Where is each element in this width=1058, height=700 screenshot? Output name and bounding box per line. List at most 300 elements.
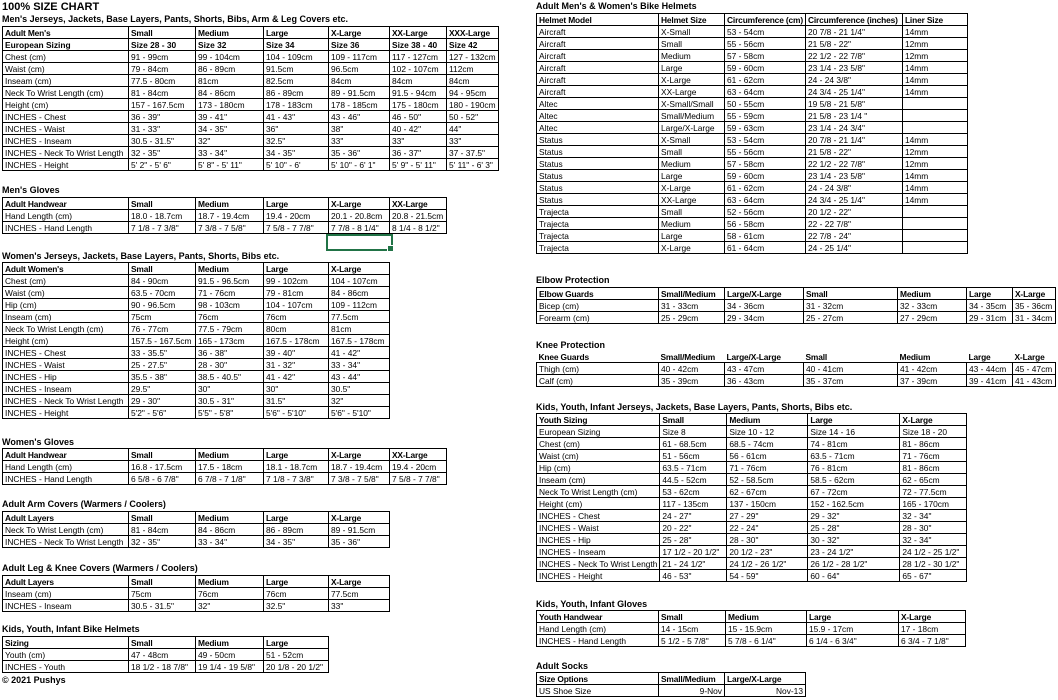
table-cell: 31.5" xyxy=(264,395,329,407)
table-cell: 20 1/8 - 20 1/2" xyxy=(264,661,329,673)
table-cell: 5 7/8 - 6 1/4" xyxy=(726,635,807,647)
table-cell: 21 5/8 - 22" xyxy=(805,146,902,158)
header-row xyxy=(537,14,968,26)
table-cell: 74 - 81cm xyxy=(808,438,900,450)
mens-section-label: Men's Jerseys, Jackets, Base Layers, Pants, Shorts, Bibs, Arm & Leg Covers etc. xyxy=(2,14,348,24)
column-header: Large xyxy=(264,637,329,649)
table-cell: 5' 2" - 5' 6" xyxy=(129,159,196,171)
column-header: Large xyxy=(264,198,329,210)
table-cell xyxy=(902,110,967,122)
table-cell: 63.5 - 70cm xyxy=(129,287,196,299)
table-cell: 32 - 35" xyxy=(129,536,196,548)
row-label: Forearm (cm) xyxy=(537,312,659,324)
table-cell: 84 - 86cm xyxy=(329,287,390,299)
table-cell: Size 18 - 20 xyxy=(900,426,967,438)
womens-jerseys-table xyxy=(2,262,390,419)
table-row xyxy=(537,363,1056,375)
table-cell: 77.5cm xyxy=(329,588,390,600)
table-cell: 84 - 90cm xyxy=(129,275,196,287)
column-header: X-Large xyxy=(1013,288,1056,300)
table-cell: 21 5/8 - 22" xyxy=(805,38,902,50)
table-cell: 36" xyxy=(264,123,329,135)
row-label: Inseam (cm) xyxy=(3,75,129,87)
table-cell: 63 - 64cm xyxy=(725,194,806,206)
table-row xyxy=(537,146,968,158)
column-header: Elbow Guards xyxy=(537,288,659,300)
table-cell: 40 - 42cm xyxy=(659,363,725,375)
table-row xyxy=(3,649,329,661)
table-cell: 76cm xyxy=(196,588,264,600)
table-row xyxy=(3,222,447,234)
table-cell: 75cm xyxy=(129,311,196,323)
table-cell: 19 5/8 - 21 5/8" xyxy=(805,98,902,110)
row-label: Status xyxy=(537,182,659,194)
table-cell: 71 - 76cm xyxy=(196,287,264,299)
row-label: Chest (cm) xyxy=(3,51,129,63)
table-row xyxy=(3,347,390,359)
row-label: European Sizing xyxy=(537,426,660,438)
table-cell: 22 - 24" xyxy=(727,522,808,534)
row-label: Hand Length (cm) xyxy=(3,210,129,222)
table-cell: 39 - 40" xyxy=(264,347,329,359)
table-row xyxy=(3,395,390,407)
column-header: Helmet Size xyxy=(659,14,725,26)
row-label: Status xyxy=(537,146,659,158)
row-label: INCHES - Hand Length xyxy=(3,222,129,234)
kids-helmets-label: Kids, Youth, Infant Bike Helmets xyxy=(2,624,140,634)
table-cell: Small xyxy=(659,38,725,50)
table-cell: 30.5 - 31.5" xyxy=(129,135,196,147)
header-row xyxy=(3,637,329,649)
adult-socks-table xyxy=(536,672,806,697)
row-label: Aircraft xyxy=(537,74,659,86)
table-cell: 20 7/8 - 21 1/4" xyxy=(805,134,902,146)
header-row xyxy=(537,414,967,426)
table-row xyxy=(3,287,390,299)
table-row xyxy=(3,536,390,548)
table-row xyxy=(537,685,806,697)
column-header: Large xyxy=(264,263,329,275)
table-cell: 89 - 91.5cm xyxy=(329,87,390,99)
adult-helmets-title: Adult Men's & Women's Bike Helmets xyxy=(536,1,697,11)
table-cell: 9-Nov xyxy=(659,685,725,697)
arm-covers-label: Adult Arm Covers (Warmers / Coolers) xyxy=(2,499,166,509)
table-cell: 84cm xyxy=(447,75,499,87)
column-header: Small xyxy=(804,288,898,300)
table-cell: 178 - 185cm xyxy=(329,99,390,111)
table-cell: 84cm xyxy=(390,75,447,87)
table-row xyxy=(537,462,967,474)
header-row xyxy=(537,288,1056,300)
row-label: Neck To Wrist Length (cm) xyxy=(3,87,129,99)
table-cell: 33" xyxy=(329,135,390,147)
table-row xyxy=(537,50,968,62)
column-header: Small/Medium xyxy=(659,673,725,685)
header-row xyxy=(3,198,447,210)
table-row xyxy=(537,230,968,242)
adult-socks-label: Adult Socks xyxy=(536,661,589,671)
table-cell: 19.4 - 20cm xyxy=(390,461,447,473)
table-cell: 35 - 36" xyxy=(329,536,390,548)
table-cell: XX-Large xyxy=(659,86,725,98)
column-header: Small xyxy=(805,351,828,362)
table-cell: 23 1/4 - 23 5/8" xyxy=(805,170,902,182)
table-cell: 5'6" - 5'10" xyxy=(264,407,329,419)
table-cell: 55 - 56cm xyxy=(725,38,806,50)
table-row xyxy=(537,438,967,450)
table-cell: 91.5 - 96.5cm xyxy=(196,275,264,287)
column-header: Small xyxy=(129,576,196,588)
column-header: Small xyxy=(129,449,196,461)
table-cell: 14mm xyxy=(902,62,967,74)
table-cell: 75cm xyxy=(129,588,196,600)
table-row xyxy=(537,486,967,498)
table-cell: 33 - 35.5" xyxy=(129,347,196,359)
table-cell: 20 7/8 - 21 1/4" xyxy=(805,26,902,38)
row-label: Trajecta xyxy=(537,218,659,230)
table-cell: 55 - 56cm xyxy=(725,146,806,158)
table-cell: 36 - 43cm xyxy=(725,375,804,387)
table-row xyxy=(3,323,390,335)
table-row xyxy=(537,110,968,122)
table-cell: 61 - 64cm xyxy=(725,242,806,254)
table-row xyxy=(3,407,390,419)
table-cell: 58.5 - 62cm xyxy=(808,474,900,486)
table-cell: 65 - 67" xyxy=(900,570,967,582)
table-cell: 20.1 - 20.8cm xyxy=(329,210,390,222)
table-cell: 22 1/2 - 22 7/8" xyxy=(805,50,902,62)
table-cell xyxy=(902,230,967,242)
knee-guards-table xyxy=(536,351,1056,387)
row-label: INCHES - Waist xyxy=(537,522,660,534)
table-cell: 7 5/8 - 7 7/8" xyxy=(390,473,447,485)
table-row xyxy=(3,99,499,111)
table-row xyxy=(537,623,966,635)
elbow-guards-table xyxy=(536,287,1056,324)
table-cell: 26 1/2 - 28 1/2" xyxy=(808,558,900,570)
table-cell: 22 - 22 7/8" xyxy=(805,218,902,230)
womens-section-label: Women's Jerseys, Jackets, Base Layers, Pants, Shorts, Bibs etc. xyxy=(2,251,280,261)
row-label: Aircraft xyxy=(537,62,659,74)
table-cell: 63.5 - 71cm xyxy=(808,450,900,462)
table-cell: 7 7/8 - 8 1/4" xyxy=(329,222,390,234)
table-cell: 28 1/2 - 30 1/2" xyxy=(900,558,967,570)
row-label: INCHES - Chest xyxy=(3,347,129,359)
table-cell: 157 - 167.5cm xyxy=(129,99,196,111)
womens-gloves-table xyxy=(2,448,447,485)
selected-cell[interactable] xyxy=(326,234,393,251)
womens-gloves-label: Women's Gloves xyxy=(2,437,74,447)
row-label: Neck To Wrist Length (cm) xyxy=(3,323,129,335)
table-cell: 84 - 86cm xyxy=(196,524,264,536)
table-row xyxy=(537,242,968,254)
table-cell: 91.5 - 94cm xyxy=(390,87,447,99)
table-cell xyxy=(902,206,967,218)
table-cell: 55 - 59cm xyxy=(725,110,806,122)
table-cell: 84cm xyxy=(329,75,390,87)
row-label: Height (cm) xyxy=(537,498,660,510)
table-cell: 76 - 77cm xyxy=(129,323,196,335)
table-cell: 32 - 34" xyxy=(900,534,967,546)
table-cell: Large/X-Large xyxy=(659,122,725,134)
table-cell: 5' 11" - 6' 3" xyxy=(447,159,499,171)
fill-handle-icon[interactable] xyxy=(387,245,394,252)
table-cell: 34 - 35" xyxy=(196,123,264,135)
table-row xyxy=(3,123,499,135)
table-cell: 5' 8" - 5' 11" xyxy=(196,159,264,171)
table-cell: 7 1/8 - 7 3/8" xyxy=(129,222,196,234)
table-cell: 17.5 - 18cm xyxy=(196,461,264,473)
table-row xyxy=(537,570,967,582)
table-cell: 175 - 180cm xyxy=(390,99,447,111)
table-cell: 18.1 - 18.7cm xyxy=(264,461,329,473)
youth-jerseys-label: Kids, Youth, Infant Jerseys, Jackets, Base Layers, Pants, Shorts, Bibs etc. xyxy=(536,402,853,412)
table-cell: 54 - 59" xyxy=(727,570,808,582)
table-cell xyxy=(902,122,967,134)
table-row xyxy=(537,474,967,486)
table-cell: 30.5 - 31.5" xyxy=(129,600,196,612)
table-cell: 14 - 15cm xyxy=(659,623,726,635)
row-label: INCHES - Neck To Wrist Length xyxy=(537,558,660,570)
table-row xyxy=(537,558,967,570)
table-cell: 165 - 170cm xyxy=(900,498,967,510)
column-header: Large/X-Large xyxy=(725,673,806,685)
column-header: Medium xyxy=(196,512,264,524)
column-header: XXX-Large xyxy=(447,27,499,39)
table-cell: 39 - 41cm xyxy=(967,375,1013,387)
table-cell: 56 - 61cm xyxy=(727,450,808,462)
table-cell: 22 7/8 - 24" xyxy=(805,230,902,242)
table-cell: 86 - 89cm xyxy=(264,524,329,536)
column-header: Large xyxy=(264,512,329,524)
table-row xyxy=(3,39,499,51)
adult-helmets-table xyxy=(536,13,968,254)
table-cell: 31 - 33" xyxy=(129,123,196,135)
table-cell: Nov-13 xyxy=(725,685,806,697)
table-row xyxy=(3,135,499,147)
table-cell: 51 - 56cm xyxy=(660,450,727,462)
table-row xyxy=(3,661,329,673)
table-row xyxy=(537,38,968,50)
table-cell: 17 1/2 - 20 1/2" xyxy=(660,546,727,558)
table-row xyxy=(3,87,499,99)
table-cell: 23 1/4 - 24 3/4" xyxy=(805,122,902,134)
table-cell: 45 - 47cm xyxy=(1013,363,1056,375)
header-row xyxy=(537,673,806,685)
row-label: INCHES - Hand Length xyxy=(537,635,659,647)
table-cell: 23 - 24 1/2" xyxy=(808,546,900,558)
column-header: Small/Medium xyxy=(659,288,725,300)
column-header: X-Large xyxy=(329,512,390,524)
table-cell: 104 - 107cm xyxy=(329,275,390,287)
row-label: Status xyxy=(537,170,659,182)
table-cell: X-Small/Small xyxy=(659,98,725,110)
youth-jerseys-table xyxy=(536,413,967,582)
table-cell: 76cm xyxy=(196,311,264,323)
row-label: Trajecta xyxy=(537,230,659,242)
table-cell: 41 - 42cm xyxy=(898,363,967,375)
table-cell: 56 - 58cm xyxy=(725,218,806,230)
table-row xyxy=(537,74,968,86)
table-cell: X-Large xyxy=(659,242,725,254)
column-header: Medium xyxy=(726,611,807,623)
table-cell: 99 - 102cm xyxy=(264,275,329,287)
column-header: Small xyxy=(129,637,196,649)
table-row xyxy=(3,473,447,485)
table-cell: 28 - 30" xyxy=(196,359,264,371)
header-row xyxy=(3,512,390,524)
column-header: X-Large xyxy=(329,576,390,588)
table-cell: 71 - 76cm xyxy=(727,462,808,474)
table-row xyxy=(3,75,499,87)
table-cell: 90 - 96.5cm xyxy=(129,299,196,311)
column-header: X-Large xyxy=(1014,351,1045,362)
table-cell: 99 - 104cm xyxy=(196,51,264,63)
table-row xyxy=(537,450,967,462)
table-cell: 117 - 135cm xyxy=(660,498,727,510)
table-cell: 59 - 63cm xyxy=(725,122,806,134)
table-row xyxy=(3,359,390,371)
table-cell: 35 - 36" xyxy=(329,147,390,159)
table-cell: Size 38 - 40 xyxy=(390,39,447,51)
table-cell: 38" xyxy=(329,123,390,135)
table-cell: 32 - 35" xyxy=(129,147,196,159)
table-row xyxy=(537,312,1056,324)
column-header: Small xyxy=(659,611,726,623)
table-cell: 36 - 37" xyxy=(390,147,447,159)
row-label: Status xyxy=(537,194,659,206)
row-label: INCHES - Hip xyxy=(537,534,660,546)
mens-jerseys-table xyxy=(2,26,499,171)
table-row xyxy=(537,206,968,218)
table-cell: 5' 9" - 5' 11" xyxy=(390,159,447,171)
table-cell: 52 - 56cm xyxy=(725,206,806,218)
row-label: INCHES - Hand Length xyxy=(3,473,129,485)
row-label: INCHES - Neck To Wrist Length xyxy=(3,147,129,159)
table-row xyxy=(537,86,968,98)
table-row xyxy=(3,600,390,612)
table-cell: 14mm xyxy=(902,170,967,182)
table-cell: 60 - 64" xyxy=(808,570,900,582)
column-header: Large/X-Large xyxy=(726,351,781,362)
header-row xyxy=(3,263,390,275)
row-label: Hip (cm) xyxy=(3,299,129,311)
column-header: X-Large xyxy=(329,263,390,275)
table-cell: 32" xyxy=(196,600,264,612)
column-header: Helmet Model xyxy=(537,14,659,26)
table-cell: 14mm xyxy=(902,74,967,86)
table-cell: 98 - 103cm xyxy=(196,299,264,311)
column-header: Small xyxy=(660,414,727,426)
table-cell: 96.5cm xyxy=(329,63,390,75)
table-cell: Size 14 - 16 xyxy=(808,426,900,438)
table-cell: 61 - 62cm xyxy=(725,182,806,194)
table-cell: 50 - 55cm xyxy=(725,98,806,110)
row-label: INCHES - Chest xyxy=(3,111,129,123)
table-cell: 52 - 58.5cm xyxy=(727,474,808,486)
table-cell: 50 - 52" xyxy=(447,111,499,123)
table-cell: 24 - 24 3/8" xyxy=(805,182,902,194)
table-cell: 33" xyxy=(329,600,390,612)
column-header: Adult Layers xyxy=(3,512,129,524)
table-cell: 57 - 58cm xyxy=(725,158,806,170)
table-cell xyxy=(902,242,967,254)
table-cell: 32 - 33cm xyxy=(898,300,967,312)
table-cell: 18.7 - 19.4cm xyxy=(196,210,264,222)
row-label: Inseam (cm) xyxy=(537,474,660,486)
row-label: INCHES - Waist xyxy=(3,123,129,135)
row-label: Youth (cm) xyxy=(3,649,129,661)
table-cell: 86 - 89cm xyxy=(264,87,329,99)
table-cell: 79 - 84cm xyxy=(129,63,196,75)
table-row xyxy=(537,62,968,74)
table-cell: 104 - 109cm xyxy=(264,51,329,63)
table-cell: Size 28 - 30 xyxy=(129,39,196,51)
table-cell: 24 1/2 - 25 1/2" xyxy=(900,546,967,558)
column-header: Medium xyxy=(196,449,264,461)
row-label: INCHES - Neck To Wrist Length xyxy=(3,395,129,407)
table-cell: 30.5" xyxy=(329,383,390,395)
table-cell: 57 - 58cm xyxy=(725,50,806,62)
column-header: Adult Men's xyxy=(3,27,129,39)
table-cell: 41 - 42" xyxy=(264,371,329,383)
column-header: Medium xyxy=(899,351,931,362)
table-cell: 62 - 65cm xyxy=(900,474,967,486)
column-header: Adult Handwear xyxy=(3,198,129,210)
table-cell: Small xyxy=(659,206,725,218)
row-label: Waist (cm) xyxy=(3,287,129,299)
table-cell: 53 - 54cm xyxy=(725,26,806,38)
row-label: Waist (cm) xyxy=(537,450,660,462)
table-cell: 14mm xyxy=(902,182,967,194)
table-cell: 77.5cm xyxy=(329,311,390,323)
table-cell: XX-Large xyxy=(659,194,725,206)
row-label: INCHES - Height xyxy=(3,159,129,171)
table-cell: 104 - 107cm xyxy=(264,299,329,311)
table-row xyxy=(537,300,1056,312)
row-label: INCHES - Inseam xyxy=(3,383,129,395)
table-cell: 91 - 99cm xyxy=(129,51,196,63)
table-cell: 25 - 28" xyxy=(808,522,900,534)
table-cell: 25 - 28" xyxy=(660,534,727,546)
column-header: Large xyxy=(264,27,329,39)
column-header: Circumference (inches) xyxy=(805,14,902,26)
table-cell: 59 - 60cm xyxy=(725,62,806,74)
column-header: Size Options xyxy=(537,673,659,685)
table-cell: 43 - 47cm xyxy=(725,363,804,375)
row-label: Status xyxy=(537,158,659,170)
column-header: Small/Medium xyxy=(660,351,716,362)
table-row xyxy=(537,122,968,134)
table-cell: Size 8 xyxy=(660,426,727,438)
table-row xyxy=(3,51,499,63)
table-cell: 31 - 34cm xyxy=(1013,312,1056,324)
table-cell: 32 - 34" xyxy=(900,510,967,522)
table-cell: 25 - 27cm xyxy=(804,312,898,324)
column-header: Adult Handwear xyxy=(3,449,129,461)
table-row xyxy=(537,522,967,534)
table-cell: 62 - 67cm xyxy=(727,486,808,498)
table-cell: 41 - 42" xyxy=(329,347,390,359)
table-cell: 34 - 35cm xyxy=(967,300,1013,312)
table-cell: 173 - 180cm xyxy=(196,99,264,111)
row-label: INCHES - Inseam xyxy=(3,600,129,612)
column-header: Medium xyxy=(196,263,264,275)
table-cell: 24 - 27" xyxy=(660,510,727,522)
row-label: Trajecta xyxy=(537,242,659,254)
table-cell: 81 - 86cm xyxy=(900,462,967,474)
table-cell: 32" xyxy=(329,395,390,407)
